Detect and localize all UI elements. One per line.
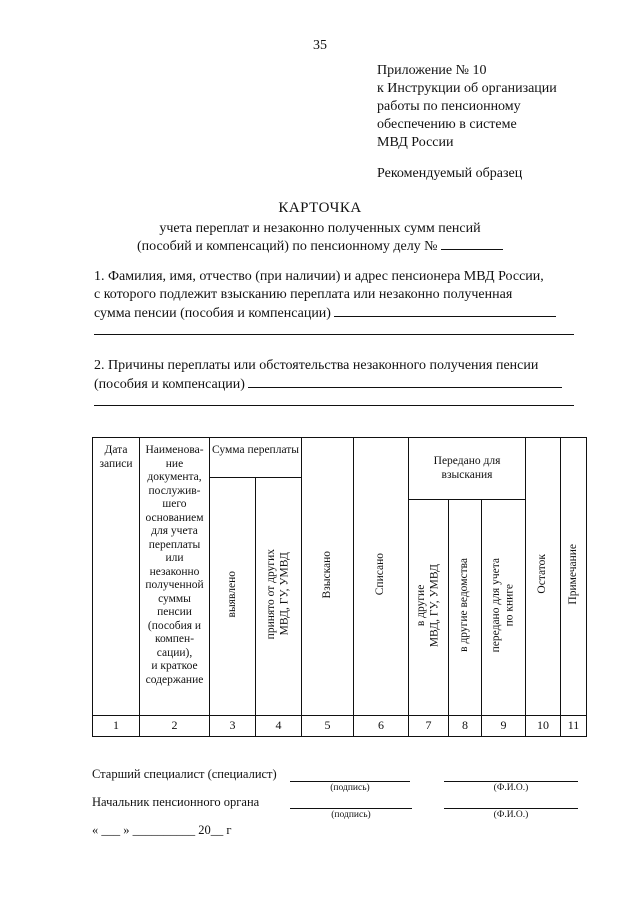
- pensioner-info-line[interactable]: [94, 334, 574, 335]
- header-collected: Взыскано: [302, 438, 354, 716]
- column-number: 7: [409, 716, 449, 737]
- header-date: Дата записи: [93, 438, 140, 716]
- signature-caption: (подпись): [330, 783, 370, 793]
- header-note: Примечание: [561, 438, 587, 716]
- header-written-off: Списано: [354, 438, 409, 716]
- name-caption: (Ф.И.О.): [493, 783, 529, 793]
- appendix-block: [377, 62, 557, 152]
- section-2-line: (пособия и компенсации): [94, 375, 588, 394]
- appendix-line: МВД России: [377, 135, 454, 150]
- senior-specialist-label: Старший специалист (специалист): [92, 767, 277, 781]
- subtitle-line: учета переплат и незаконно полученных сумм пенсий: [159, 221, 481, 236]
- appendix-line: работы по пенсионному: [377, 99, 521, 114]
- column-number: 8: [449, 716, 482, 737]
- appendix-line: к Инструкции об организации: [377, 81, 557, 96]
- section-1-line: 1. Фамилия, имя, отчество (при наличии) и адрес пенсионера МВД России,: [94, 269, 544, 284]
- column-number: 6: [354, 716, 409, 737]
- header-to-other-departments: в другие ведомства: [449, 500, 482, 716]
- head-name-line[interactable]: [444, 808, 578, 809]
- column-number: 10: [526, 716, 561, 737]
- senior-name-line[interactable]: [444, 781, 578, 782]
- section-2: [94, 357, 588, 394]
- signature-caption: (подпись): [331, 810, 371, 820]
- page-number: 35: [313, 38, 327, 53]
- section-2-line: 2. Причины переплаты или обстоятельства незаконного получения пенсии: [94, 358, 539, 373]
- column-number: 1: [93, 716, 140, 737]
- date-field[interactable]: « ___ » __________ 20__ г: [92, 823, 232, 837]
- column-number: 5: [302, 716, 354, 737]
- column-number: 3: [210, 716, 256, 737]
- header-to-other-mvd: в другие МВД, ГУ, УМВД: [409, 500, 449, 716]
- section-1-line: сумма пенсии (пособия и компенсации): [94, 304, 588, 323]
- senior-signature-line[interactable]: [290, 781, 410, 782]
- pensioner-info-field[interactable]: [334, 304, 556, 317]
- document-title: КАРТОЧКА: [278, 200, 362, 216]
- header-transferred: Передано для взыскания: [409, 438, 526, 500]
- section-1-line: с которого подлежит взысканию переплата или незаконно полученная: [94, 287, 513, 302]
- header-overpayment-sum: Сумма переплаты: [210, 438, 302, 478]
- head-of-pension-body-label: Начальник пенсионного органа: [92, 795, 260, 809]
- header-to-book: передано для учета по книге: [482, 500, 526, 716]
- column-number: 4: [256, 716, 302, 737]
- overpayment-table: [92, 437, 587, 737]
- header-revealed: выявлено: [210, 478, 256, 716]
- column-number: 9: [482, 716, 526, 737]
- column-number: 11: [561, 716, 587, 737]
- subtitle-line-2: (пособий и компенсаций) по пенсионному делу №: [0, 237, 640, 255]
- appendix-line: Приложение № 10: [377, 63, 487, 78]
- appendix-line: обеспечению в системе: [377, 117, 517, 132]
- column-number: 2: [140, 716, 210, 737]
- column-numbers-row: [93, 716, 587, 737]
- overpayment-reason-field[interactable]: [248, 375, 562, 388]
- recommended-sample-label: Рекомендуемый образец: [377, 166, 523, 181]
- header-balance: Остаток: [526, 438, 561, 716]
- section-1: [94, 268, 588, 323]
- overpayment-reason-line[interactable]: [94, 405, 574, 406]
- head-signature-line[interactable]: [290, 808, 412, 809]
- document-subtitle: [0, 220, 640, 255]
- header-document-name: Наименова- ние документа, послужив- шего основанием для учета переплаты или незаконно полученной суммы пенсии (пособия и компен- сации), и краткое содержание: [140, 438, 210, 716]
- header-accepted: принято от других МВД, ГУ, УМВД: [256, 478, 302, 716]
- name-caption: (Ф.И.О.): [493, 810, 529, 820]
- case-number-field[interactable]: [441, 237, 503, 250]
